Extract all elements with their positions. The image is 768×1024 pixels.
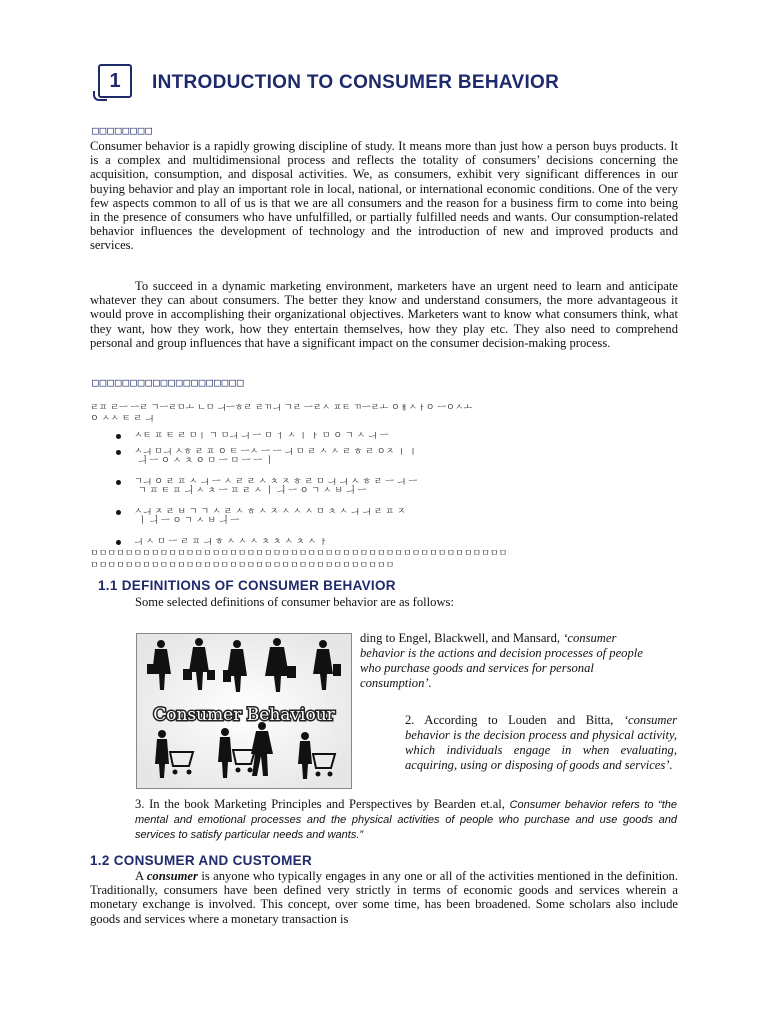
garbled-bullet-text: ㄱㅢ ㅇ ㄹ ㅍ ㅅ ㅢ ㅡ ㅅ ㄹ ㄹ ㅅ ㅊ ㅈ ㅎ ㄹ ㅁ ㅢ ㅢ ㅅ ㅎ ㄹ ㅡ ㅢ ㅡ	[134, 478, 418, 487]
section-heading-1-1: 1.1 DEFINITIONS OF CONSUMER BEHAVIOR	[98, 578, 396, 593]
garbled-bullet-text: ㅅㅢ ㅁㅢ ㅅㅎ ㄹ ㅍ ㅇ ㅌ ㅡㅅ ㅡ ㅡ ㅢ ㅁ ㄹ ㅅ ㅅ ㄹ ㅎ ㄹ ㅇㅈ ㅣ ㅣ	[134, 448, 418, 457]
definition-3	[135, 797, 677, 842]
definition-1-prefix: ding to Engel, Blackwell, and Mansard,	[360, 631, 564, 645]
bullet-dot-icon	[116, 540, 121, 545]
intro-paragraph	[90, 139, 678, 253]
consumer-term: consumer	[146, 869, 198, 883]
consumer-paragraph	[90, 869, 678, 926]
section-heading-1-2: 1.2 CONSUMER AND CUSTOMER	[90, 853, 313, 868]
consumer-paragraph-rest: is anyone who typically engages in any one or all of the activities mentioned in the definition. Traditionally, consumers have been defined very strictly in terms of economic goods and services wherein a monetary exchange is involved. This concept, over some time, has been broadened. Some scholars also include goods and services where a monetary transaction is	[90, 869, 678, 926]
shoppers-silhouettes-icon	[137, 634, 351, 788]
garbled-bullet-text-2: ㅢ ㅡ ㅇ ㅅ ㅊ ㅇ ㅁ ㅡ ㅁ ㅡ ㅡ ㅣ	[138, 456, 274, 466]
garbled-bullet-text: ㅅㅢ ㅈ ㄹ ㅂ ㄱ ㄱ ㅅ ㄹ ㅅ ㅎ ㅅ ㅈ ㅅ ㅅ ㅅ ㅁ ㅊ ㅅ ㅢ ㅢ ㄹ ㅍ ㅈ	[134, 508, 406, 517]
marketing-paragraph	[90, 279, 678, 350]
garbled-bullet	[114, 478, 674, 498]
definition-2-quote: ‘consumer behavior is the decision process and physical activity, which individuals engage in when evaluating, acquiring, using or disposing of goods and services’.	[405, 713, 677, 772]
chapter-title: INTRODUCTION TO CONSUMER BEHAVIOR	[152, 72, 560, 93]
bullet-dot-icon	[116, 480, 121, 485]
bullet-dot-icon	[116, 510, 121, 515]
intro-paragraph-text: Consumer behavior is a rapidly growing discipline of study. It means more than just how a person buys products. It is a complex and multidimensional process and reflects the totality of consumers’ decisions concerning the acquisition, consumption, and disposal activities. We, as consumers, exhibit very significant differences in our buying behavior and play an important role in local, national, or international economic conditions. One of the very few aspects common to all of us is that we are all consumers and the reason for a business firm to come into being in the presence of consumers who have unfulfilled, or partially fulfilled needs and wants. Our consumption-related behavior influences the development of technology and the introduction of new and improved products and services.	[90, 139, 678, 253]
garbled-bullet	[114, 432, 674, 444]
garbled-bullet	[114, 538, 674, 548]
consumer-paragraph-start: A	[135, 869, 147, 883]
garbled-bullet-text-2: ㅣ ㅢ ㅡ ㅇ ㄱ ㅅ ㅂ ㅢ ㅡ	[138, 516, 240, 526]
definition-3-prefix: 3. In the book Marketing Principles and Perspectives by Bearden et.al,	[135, 797, 510, 811]
placeholder-heading-2: □□□□□□□□□□□□□□□□□□□□	[92, 376, 245, 389]
definition-1	[360, 631, 660, 691]
garbled-bullet-text: ㅢ ㅅ ㅁ ㅡ ㄹ ㅍ ㅢ ㅎ ㅅ ㅅ ㅅ ㅊ ㅊ ㅅ ㅊ ㅅ ㅏ	[134, 538, 328, 547]
garbled-line: ㄹㅍ ㄹㅡ ㅡㄹ ㄱㅡㄹㅁㅗ ㄴㅁ ㅢㅡㅎㄹ ㄹㄲㅢ ㄱㄹ ㅡㄹㅅ ㅍㅌ ㄲㅡㄹㅗ ㅇㅐㅅㅏㅇ ㅡㅇㅅㅗ	[90, 404, 473, 413]
garbled-bullet	[114, 508, 674, 528]
image-caption: Consumer Behaviour	[153, 705, 335, 725]
bullet-dot-icon	[116, 434, 121, 439]
placeholder-heading-1: □□□□□□□□	[92, 124, 153, 137]
definitions-lead: Some selected definitions of consumer behavior are as follows:	[135, 595, 454, 609]
garbled-line: ㅁㅁㅁㅁㅁㅁㅁㅁㅁㅁㅁㅁㅁㅁㅁㅁㅁㅁㅁㅁㅁㅁㅁㅁㅁㅁㅁㅁㅁㅁㅁㅁㅁㅁㅁㅁㅁㅁㅁㅁㅁㅁㅁㅁㅁㅁㅁㅁ	[90, 550, 508, 559]
garbled-bullet-text: ㅅㅌ ㅍ ㅌ ㄹ ㅁㅣ ㄱ ㅁㅢ ㅢ ㅡ ㅁ ㅓ ㅅ ㅣ ㅏ ㅁ ㅇ ㄱ ㅅ ㅢ ㅡ	[134, 432, 389, 441]
garbled-bullet-text-2: ㄱ ㅍ ㅌ ㅍ ㅢ ㅅ ㅊ ㅡ ㅍ ㄹ ㅅ ㅣ ㅢ ㅡ ㅇ ㄱ ㅅ ㅂ ㅢ ㅡ	[138, 486, 367, 496]
bullet-dot-icon	[116, 450, 121, 455]
garbled-line: ㅇ ㅅㅅ ㅌ ㄹ ㅢ	[90, 415, 154, 424]
consumer-behaviour-illustration	[136, 633, 352, 789]
chapter-number-badge: 1	[98, 64, 132, 98]
definition-2-prefix: 2. According to Louden and Bitta,	[405, 713, 624, 727]
definition-3-quote: Consumer behavior refers to “the mental and emotional processes and the physical activities of people who purchase and use goods and services to satisfy particular needs and wants.”	[135, 799, 677, 841]
garbled-bullet	[114, 448, 674, 468]
garbled-line: ㅁㅁㅁㅁㅁㅁㅁㅁㅁㅁㅁㅁㅁㅁㅁㅁㅁㅁㅁㅁㅁㅁㅁㅁㅁㅁㅁㅁㅁㅁㅁㅁㅁㅁㅁ	[90, 562, 395, 571]
definition-1-quote: ‘consumer behavior is the actions and decision processes of people who purchase goods and services for personal consumption’.	[360, 631, 643, 690]
marketing-paragraph-text: To succeed in a dynamic marketing environment, marketers have an urgent need to learn and anticipate whatever they can about consumers. The better they know and understand consumers, the more advantageous it would prove in accomplishing their organizational objectives. Marketers want to know what consumers think, what they want, how they work, how they entertain themselves, how they play etc. They also need to comprehend personal and group influences that have a significant impact on the consumer decision-making process.	[90, 279, 678, 350]
definition-2	[405, 713, 677, 773]
